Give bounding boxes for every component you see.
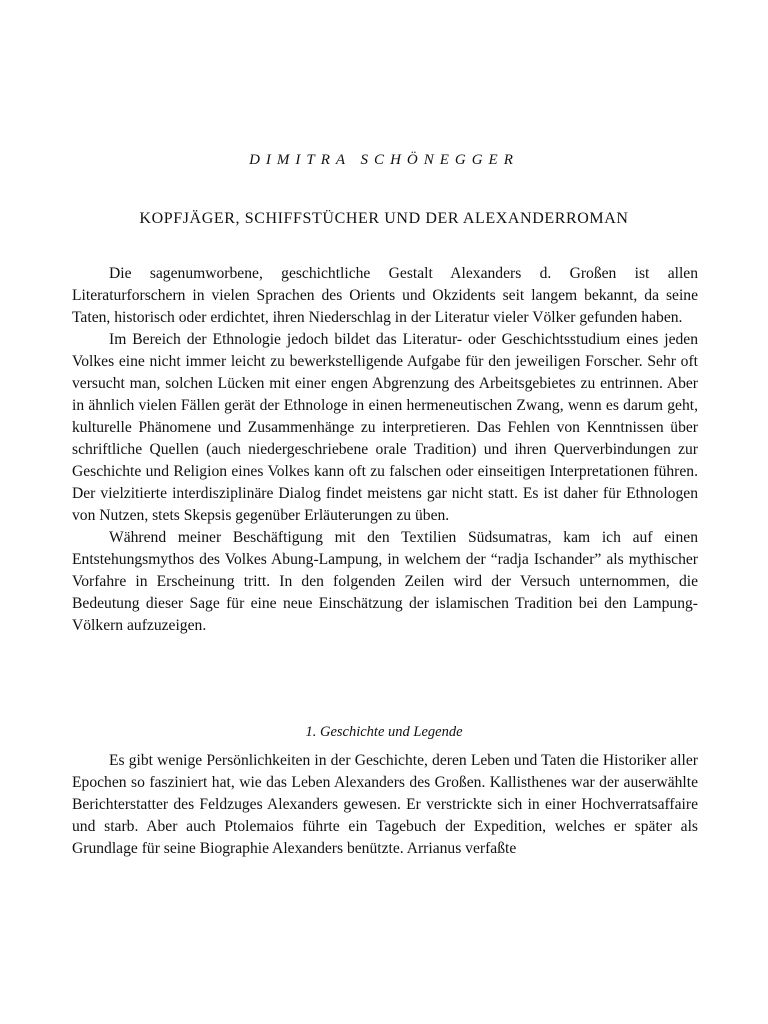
paragraph: Die sagenumworbene, geschichtliche Gestalt Alexanders d. Großen ist allen Literaturforschern in vielen Sprachen des Orients und Okzidents seit langem bekannt, da seine Taten, historisch oder erdichtet, ihren Niederschlag in der Literatur vieler Völker gefunden haben. xyxy=(72,265,698,326)
history-section xyxy=(72,750,698,860)
intro-section xyxy=(72,263,698,637)
section-heading: 1. Geschichte und Legende xyxy=(305,724,463,740)
paragraph: Es gibt wenige Persönlichkeiten in der Geschichte, deren Leben und Taten die Historiker aller Epochen so fasziniert hat, wie das Leben Alexanders des Großen. Kallisthenes war der auserwählte Berichterstatter des Feldzuges Alexanders gewesen. Er verstrickte sich in einer Hochverratsaffaire und starb. Aber auch Ptolemaios führte ein Tagebuch der Expedition, welches er später als Grundlage für seine Biographie Alexanders benützte. Arrianus verfaßte xyxy=(72,752,698,857)
paragraph: Während meiner Beschäftigung mit den Textilien Südsumatras, kam ich auf einen Entstehungsmythos des Volkes Abung-Lampung, in welchem der “radja Ischander” als mythischer Vorfahre in Erscheinung tritt. In den folgenden Zeilen wird der Versuch unternommen, die Bedeutung dieser Sage für eine neue Einschätzung der islamischen Tradition bei den Lampung-Völkern aufzuzeigen. xyxy=(72,529,698,634)
paragraph: Im Bereich der Ethnologie jedoch bildet das Literatur- oder Geschichtsstudium eines jeden Volkes eine nicht immer leicht zu bewerkstelligende Aufgabe für den jeweiligen Forscher. Sehr oft versucht man, solchen Lücken mit einer engen Abgrenzung des Arbeitsgebietes zu entrinnen. Aber in ähnlich vielen Fällen gerät der Ethnologe in einen hermeneutischen Zwang, wenn es darum geht, kulturelle Phänomene und Zusammenhänge zu interpretieren. Das Fehlen von Kenntnissen über schriftliche Quellen (auch niedergeschriebene orale Tradition) und ihren Querverbindungen zur Geschichte und Religion eines Volkes kann oft zu falschen oder einseitigen Interpretationen führen. Der vielzitierte interdisziplinäre Dialog findet meistens gar nicht statt. Es ist daher für Ethnologen von Nutzen, stets Skepsis gegenüber Erläuterungen zu üben. xyxy=(72,331,698,524)
article-title: KOPFJÄGER, SCHIFFSTÜCHER UND DER ALEXANDERROMAN xyxy=(139,210,629,227)
author-name: DIMITRA SCHÖNEGGER xyxy=(249,152,519,168)
